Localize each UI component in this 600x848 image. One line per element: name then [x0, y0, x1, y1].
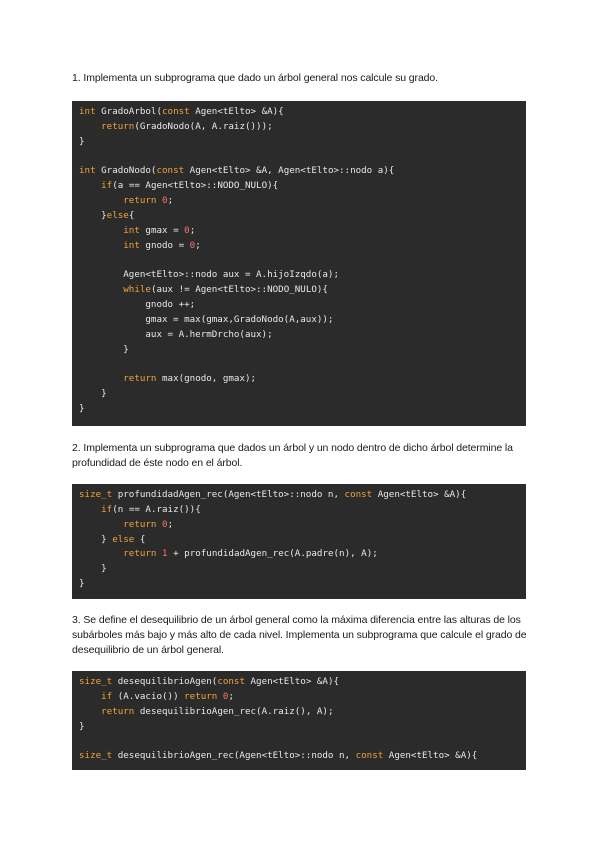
code-number: 0 — [162, 195, 168, 207]
code-keyword: const — [355, 750, 384, 762]
code-line: } — [79, 402, 85, 414]
code-line: } — [79, 388, 107, 400]
code-line: if(a == Agen<tElto>::NODO_NULO){ — [101, 180, 279, 192]
code-line: int GradoArbol(const Agen<tElto> &A){ — [79, 106, 284, 117]
code-keyword: size_t — [79, 489, 113, 500]
code-keyword: return — [123, 373, 157, 385]
code-block-grado — [72, 101, 526, 426]
question-3: 3. Se define el desequilibrio de un árbol general como la máxima diferencia entre las alturas de los subárboles más bajo y más alto de cada nivel. Implementa un subprograma que calcule el grado de desequilibrio de un árbol general. — [72, 614, 527, 656]
code-keyword: return — [101, 120, 135, 132]
code-number: 0 — [189, 239, 196, 251]
code-line: aux = A.hermDrcho(aux); — [79, 328, 273, 340]
question-2: 2. Implementa un subprograma que dados un árbol y un nodo dentro de dicho árbol determine la profundidad de éste nodo en el árbol. — [72, 442, 513, 469]
code-keyword: return — [123, 518, 157, 530]
code-keyword: size_t — [79, 676, 113, 687]
code-keyword: int — [79, 165, 96, 177]
code-keyword: const — [162, 106, 190, 117]
code-keyword: if — [101, 690, 113, 702]
code-keyword: if — [101, 503, 113, 515]
code-line: return(GradoNodo(A, A.raiz())); — [101, 120, 273, 132]
code-line — [79, 150, 526, 165]
code-keyword: const — [156, 165, 185, 177]
code-line: size_t desequilibrioAgen_rec(Agen<tElto>::nodo n, const Agen<tElto> &A){ — [79, 750, 478, 762]
code-keyword: return — [123, 195, 157, 207]
code-line: int GradoNodo(const Agen<tElto> &A, Agen<tElto>::nodo a){ — [79, 165, 395, 177]
code-line: } else { — [79, 533, 146, 545]
code-line: gnodo ++; — [79, 298, 196, 310]
code-line: if(n == A.raiz()){ — [101, 503, 201, 515]
code-number: 0 — [222, 690, 229, 702]
code-line: } — [79, 563, 107, 575]
code-line: int gnodo = 0; — [123, 239, 201, 251]
code-line: gmax = max(gmax,GradoNodo(A,aux)); — [79, 313, 334, 325]
code-number: 0 — [184, 224, 190, 236]
code-keyword: int — [79, 106, 96, 117]
code-line: return 0; — [123, 518, 174, 530]
code-line: } — [79, 578, 85, 590]
code-number: 1 — [162, 548, 168, 560]
code-line: } — [79, 720, 85, 732]
code-keyword: else — [112, 533, 135, 545]
code-line: }else{ — [79, 209, 135, 221]
code-line: size_t desequilibrioAgen(const Agen<tElto> &A){ — [79, 676, 340, 687]
code-line: if (A.vacio()) return 0; — [101, 690, 234, 702]
code-keyword: return — [184, 690, 218, 702]
question-1: 1. Implementa un subprograma que dado un árbol general nos calcule su grado. — [72, 72, 438, 84]
code-keyword: const — [344, 489, 373, 500]
code-keyword: const — [217, 676, 245, 687]
code-line: return 0; — [123, 195, 174, 207]
code-block-profundidad — [72, 484, 526, 599]
code-keyword: int — [123, 239, 140, 251]
code-line: } — [79, 343, 129, 355]
code-line: Agen<tElto>::nodo aux = A.hijoIzqdo(a); — [79, 269, 339, 281]
code-line: } — [79, 135, 85, 147]
code-line — [79, 253, 526, 268]
code-keyword: while — [123, 284, 151, 296]
code-keyword: size_t — [79, 750, 113, 762]
code-line: return max(gnodo, gmax); — [123, 373, 257, 385]
code-line: return 1 + profundidadAgen_rec(A.padre(n), A); — [123, 548, 378, 560]
code-line: return desequilibrioAgen_rec(A.raiz(), A); — [101, 705, 334, 717]
code-keyword: return — [101, 705, 135, 717]
code-line: int gmax = 0; — [123, 224, 196, 236]
code-number: 0 — [162, 518, 168, 530]
code-block-desequilibrio — [72, 671, 526, 770]
code-keyword: if — [101, 180, 113, 192]
code-line: size_t profundidadAgen_rec(Agen<tElto>::nodo n, const Agen<tElto> &A){ — [79, 489, 467, 500]
code-line: while(aux != Agen<tElto>::NODO_NULO){ — [123, 284, 328, 296]
code-keyword: else — [106, 209, 129, 221]
code-keyword: int — [123, 224, 140, 236]
code-keyword: return — [123, 548, 157, 560]
code-line — [79, 357, 526, 372]
code-line — [79, 734, 526, 749]
